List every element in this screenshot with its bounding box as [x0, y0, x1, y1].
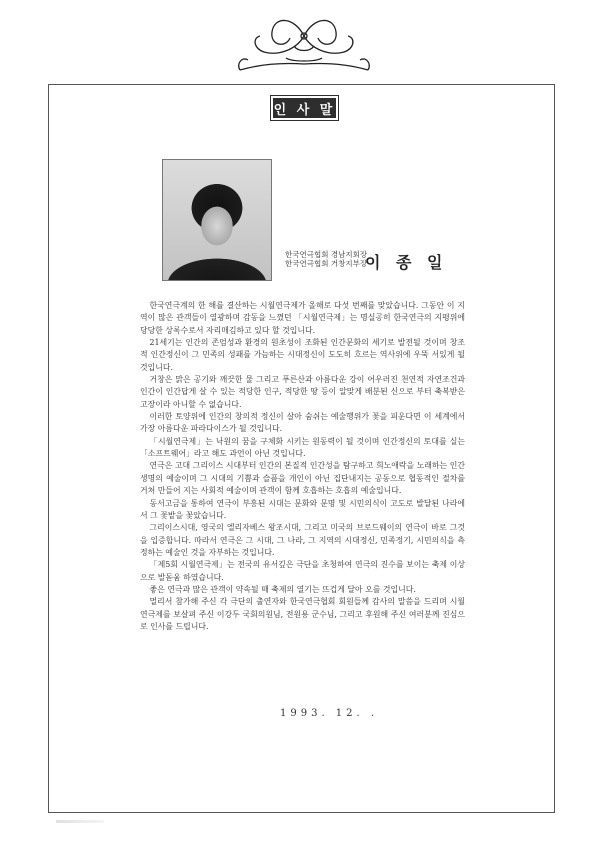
paragraph: 좋은 연극과 많은 관객이 약속될 때 축제의 열기는 뜨겁게 달아 오를 것입니다. [149, 584, 416, 594]
paragraph: 21세기는 인간의 존엄성과 환경의 원초성이 조화된 인간문화의 세기로 발전될 것이며 창조적 인간정신이 그 민족의 성패를 가늠하는 시대정신이 도도히 흐르는 역사위에 우뚝 서있게 될 것입니다. [140, 338, 465, 372]
decorative-ornament-icon [234, 6, 374, 80]
affiliation-line-2: 한국연극협회 거창지부장 [285, 259, 368, 268]
greeting-body [140, 300, 465, 633]
author-affiliation [285, 250, 367, 268]
paragraph: 한국연극계의 한 해를 결산하는 시월연극제가 올해로 다섯 번째를 맞았습니다. 그동안 이 지역이 많은 관객들이 열광하며 감동을 느꼈던 「시월연극제」는 명실공히 한국연극의 지평위에 당당한 상록수로서 자리매김하고 있다 할 것입니다. [140, 301, 465, 335]
affiliation-line-1: 한국연극협회 경남지회장 [285, 250, 368, 259]
author-name: 이 종 일 [365, 253, 448, 272]
paragraph: 이러한 토양위에 인간의 창의적 정신이 살아 숨쉬는 예술행위가 꽃을 피운다면 이 세계에서 가장 아름다운 파라다이스가 될 것입니다. [140, 412, 465, 434]
paragraph: 그리이스시대, 영국의 엘리자베스 왕조시대, 그리고 미국의 브로드웨이의 연극이 바로 그것을 입증합니다. 따라서 연극은 그 시대, 그 나라, 그 지역의 시대정신, 민족정기, 시민의식을 측정하는 예술인 것을 자부하는 것입니다. [140, 523, 465, 557]
paragraph: 「제5회 시월연극제」는 전국의 유서깊은 극단을 초청하여 연극의 진수를 보이는 축제 이상으로 발돋움 하였습니다. [140, 560, 465, 582]
paragraph: 연극은 고대 그리이스 시대부터 인간의 본질적 인간성을 탐구하고 희노애락을 노래하는 인간생명의 예술이며 그 시대의 기쁨과 슬픔을 개인이 아닌 집단내지는 공동으로 협동적인 절차를 거쳐 만들어 지는 사회적 예술이며 관객이 함께 호흡하는 호흡의 예술입니다. [140, 461, 465, 496]
paragraph: 「시월연극제」는 낙원의 꿈을 구체화 시키는 원동력이 될 것이며 인간정신의 토대를 실는 「소프트웨어」라고 해도 과언이 아닌 것입니다. [140, 436, 465, 459]
paragraph: 멀리서 참가해 주신 각 극단의 출연자와 한국연극협회 회원들께 감사의 말씀을 드리며 시월연극제를 보살펴 주신 이강두 국회의원님, 전원용 군수님, 그리고 후원해 주신 여러분께 진심으로 인사를 드립니다. [140, 597, 465, 631]
page-title: 인 사 말 [273, 98, 336, 118]
paragraph: 동서고금을 통하여 연극이 부흥된 시대는 문화와 문명 및 시민의식이 고도로 발달된 나라에서 그 꽃밭을 꽃았습니다. [140, 498, 465, 520]
paragraph: 거창은 맑은 공기와 깨끗한 물 그리고 푸른산과 아름다운 강이 어우러진 천연적 자연조건과 인간이 인간답게 살 수 있는 적당한 인구, 적당한 땅 등이 알맞게 배분된 신으로 부터 축복받은 고장이라 아니할 수 없습니다. [140, 375, 465, 409]
date-line: 1993. 12. . [280, 708, 379, 719]
author-portrait [162, 159, 272, 281]
scan-artifact [56, 820, 104, 823]
